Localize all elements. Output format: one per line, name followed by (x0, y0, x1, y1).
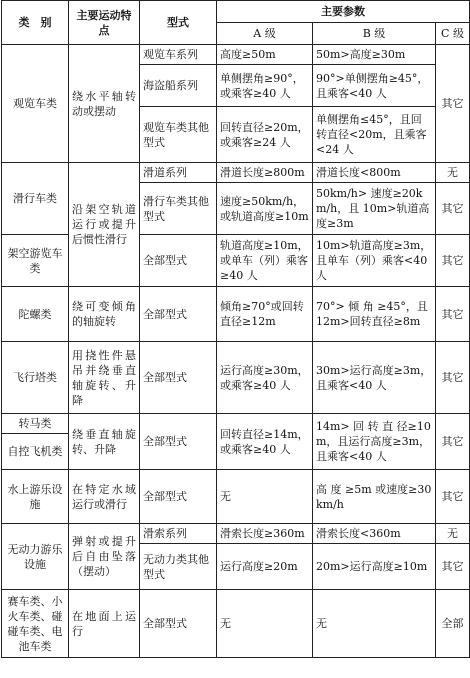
grade-b-cell: 无 (313, 590, 436, 658)
category-cell: 无动力游乐设施 (2, 524, 69, 590)
model-cell: 海盗船系列 (140, 65, 217, 107)
category-cell: 赛车类、小火车类、碰碰车类、电池车类 (2, 590, 69, 658)
category-cell: 观览车类 (2, 45, 69, 163)
grade-b-cell: 50km/h> 速度≥20km/h，且 10m>轨道高度≥3m (313, 183, 436, 235)
grade-b-cell: 30m>运行高度≥3m，且乘客<40 人 (313, 342, 436, 414)
grade-c-cell: 无 (436, 163, 470, 183)
grade-a-cell: 无 (217, 590, 313, 658)
category-cell: 飞行塔类 (2, 342, 69, 414)
grade-c-cell: 无 (436, 524, 470, 544)
grade-b-cell: 70°> 倾 角 ≥45°，且 12m>回转直径≥8m (313, 287, 436, 342)
model-cell: 滑行车类其他型式 (140, 183, 217, 235)
grade-a-cell: 运行高度≥20m (217, 544, 313, 590)
grade-a-cell: 运行高度≥30m，或乘客≥40 人 (217, 342, 313, 414)
header-params: 主要参数 (217, 1, 470, 23)
header-grade-b: B 级 (313, 23, 436, 45)
model-cell: 全部型式 (140, 590, 217, 658)
motion-cell: 绕水平轴转动或摆动 (69, 45, 140, 163)
model-cell: 全部型式 (140, 414, 217, 470)
grade-b-cell: 高 度 ≥5m 或速度≥30km/h (313, 470, 436, 524)
grade-a-cell: 滑索长度≥360m (217, 524, 313, 544)
grade-a-cell: 无 (217, 470, 313, 524)
model-cell: 观览车类其他型式 (140, 107, 217, 163)
grade-c-cell: 其它 (436, 183, 470, 235)
motion-cell: 在地面上运行 (69, 590, 140, 658)
model-cell: 全部型式 (140, 342, 217, 414)
model-cell: 全部型式 (140, 287, 217, 342)
grade-c-cell: 其它 (436, 544, 470, 590)
model-cell: 滑道系列 (140, 163, 217, 183)
header-grade-c: C 级 (436, 23, 470, 45)
motion-cell: 弹射或提升后自由坠落（摆动） (69, 524, 140, 590)
grade-b-cell: 10m>轨道高度≥3m，且单车（列）乘客<40 人 (313, 235, 436, 287)
motion-cell: 在特定水域运行或滑行 (69, 470, 140, 524)
model-cell: 全部型式 (140, 235, 217, 287)
grade-a-cell: 单侧摆角≥90°，或乘客≥40 人 (217, 65, 313, 107)
grade-b-cell: 90°>单侧摆角≥45°，且乘客<40 人 (313, 65, 436, 107)
header-motion: 主要运动特点 (69, 1, 140, 45)
model-cell: 全部型式 (140, 470, 217, 524)
header-grade-a: A 级 (217, 23, 313, 45)
category-cell: 水上游乐设施 (2, 470, 69, 524)
grade-b-cell: 滑索长度<360m (313, 524, 436, 544)
category-cell: 陀螺类 (2, 287, 69, 342)
grade-c-cell: 全部 (436, 590, 470, 658)
category-cell: 转马类 (2, 414, 69, 434)
grade-a-cell: 回转直径≥20m，或乘客≥24 人 (217, 107, 313, 163)
category-cell: 自控飞机类 (2, 434, 69, 470)
grade-c-cell: 其它 (436, 414, 470, 470)
grade-a-cell: 高度≥50m (217, 45, 313, 65)
grade-b-cell: 滑道长度<800m (313, 163, 436, 183)
motion-cell: 绕垂直轴旋转、升降 (69, 414, 140, 470)
grade-b-cell: 单侧摆角≤45°，且回转直径<20m，且乘客<24 人 (313, 107, 436, 163)
grade-a-cell: 倾角≥70°或回转直径≥12m (217, 287, 313, 342)
grade-c-cell: 其它 (436, 470, 470, 524)
grade-c-cell: 其它 (436, 342, 470, 414)
grade-b-cell: 20m>运行高度≥10m (313, 544, 436, 590)
grade-a-cell: 回转直径≥14m，或乘客≥40 人 (217, 414, 313, 470)
grade-c-cell: 其它 (436, 235, 470, 287)
grade-a-cell: 滑道长度≥800m (217, 163, 313, 183)
category-cell: 滑行车类 (2, 163, 69, 235)
motion-cell: 沿架空轨道运行或提升后惯性滑行 (69, 163, 140, 287)
special-equipment-grade-table (1, 0, 470, 658)
grade-a-cell: 轨道高度≥10m，或单车（列）乘客≥40 人 (217, 235, 313, 287)
model-cell: 观览车系列 (140, 45, 217, 65)
model-cell: 滑索系列 (140, 524, 217, 544)
grade-b-cell: 50m>高度≥30m (313, 45, 436, 65)
model-cell: 无动力类其他型式 (140, 544, 217, 590)
motion-cell: 用挠性件悬吊并绕垂直轴旋转、升降 (69, 342, 140, 414)
grade-c-cell: 其它 (436, 45, 470, 163)
grade-c-cell: 其它 (436, 287, 470, 342)
header-category: 类 别 (2, 1, 69, 45)
grade-a-cell: 速度≥50km/h，或轨道高度≥10m (217, 183, 313, 235)
header-model: 型式 (140, 1, 217, 45)
motion-cell: 绕可变倾角的轴旋转 (69, 287, 140, 342)
category-cell: 架空游览车类 (2, 235, 69, 287)
grade-b-cell: 14m> 回 转 直 径≥10m，且运行高度≥3m，且乘客<40 人 (313, 414, 436, 470)
